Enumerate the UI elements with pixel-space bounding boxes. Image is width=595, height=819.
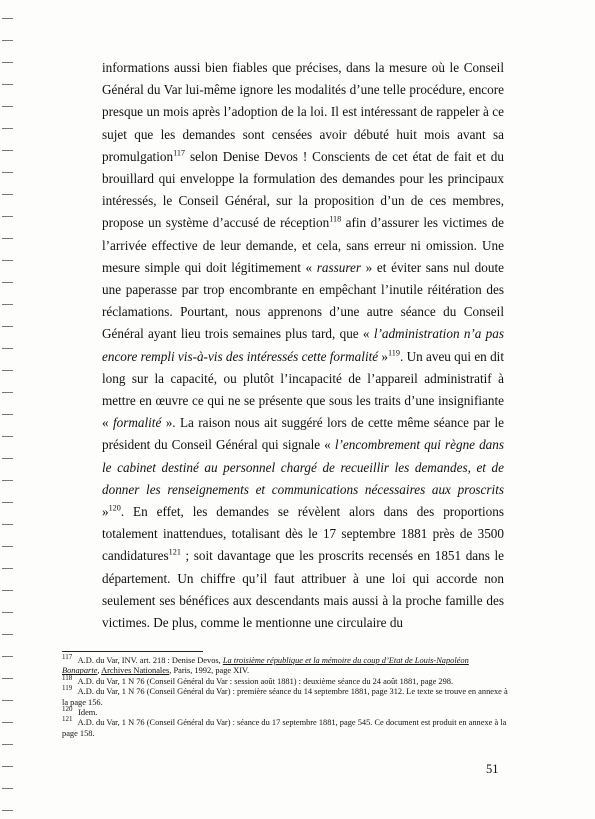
body-text-segment: . En effet, les demandes se révèlent alors dans des proportions totalement inattendues, totalisant dès le 17 septembre 1881 près de 3500 candidatures <box>102 504 504 564</box>
footnote-ref-121: 121 <box>168 548 181 558</box>
quote-encombrement: l’encombrement qui règne dans le cabinet destiné au personnel chargé de recueillir les demandes, et de donner les renseignements et communications nécessaires aux proscrits <box>102 437 504 497</box>
footnote-text: A.D. du Var, 1 N 76 (Conseil Général du Var) : séance du 17 septembre 1881, page 545. Ce document est produit en annexe à la page 158. <box>62 718 507 738</box>
body-text-segment: » <box>378 348 389 364</box>
main-paragraph <box>102 57 504 634</box>
footnote-separator <box>62 651 203 652</box>
body-text-segment: » <box>102 504 109 520</box>
footnote-book-title: La troisième république et la mémoire du coup d’Etat de Louis-Napoléon Bonaparte <box>62 656 469 676</box>
body-text-segment: . Un aveu qui en dit long sur la capacité, ou plutôt l’incapacité de l’appareil administratif à mettre en œuvre ce qui ne se présente que sous les traits d’une insignifiante « <box>102 348 504 431</box>
body-text-segment: ». La raison nous ait suggéré lors de cette même séance par le président du Conseil Général qui signale « <box>102 415 505 453</box>
body-text-segment: » et éviter sans nul doute une paperasse par trop encombrante en empêchant l’inutile réitération des réclamations. Pourtant, nous apprenons d’une autre séance du Conseil Général ayant lieu trois semaines plus tard, que « <box>102 259 504 342</box>
body-text-segment: selon Denise Devos ! Conscients de cet état de fait et du brouillard qui enveloppe la formulation des demandes pour les principaux intéressés, le Conseil Général, sur la proposition d’un de ces membres, propose un système d’accusé de réception <box>102 148 504 231</box>
footnote-ref-120: 120 <box>108 503 121 513</box>
body-text-segment: informations aussi bien fiables que précises, dans la mesure où le Conseil Général du Var lui-même ignore les modalités d’une telle procédure, encore presque un mois après l’adoption de la loi. Il est intéressant de rappeler à ce sujet que les demandes sont censées avoir débuté huit mois avant sa promulgation <box>102 60 504 164</box>
quote-administration: l’administration n’a pas encore rempli vis-à-vis des intéressés cette formalité <box>102 326 504 364</box>
footnote-archives: Archives Nationales <box>101 666 170 676</box>
footnote-text: A.D. du Var, INV. art. 218 : Denise Devos, <box>76 656 223 665</box>
footnote-118 <box>62 674 508 687</box>
footnote-number: 121 <box>62 715 73 724</box>
footnote-119 <box>62 684 508 708</box>
footnote-text: A.D. du Var, 1 N 76 (Conseil Général du Var) : première séance du 14 septembre 1881, page 312. Le texte se trouve en annexe à la page 156. <box>62 687 508 707</box>
footnote-121 <box>62 715 508 739</box>
footnote-text: , <box>97 666 102 676</box>
footnote-ref-117: 117 <box>173 148 186 158</box>
footnote-number: 118 <box>62 674 73 683</box>
footnote-number: 119 <box>62 684 73 693</box>
footnote-number: 120 <box>62 705 73 714</box>
body-text-segment: ; soit davantage que les proscrits recensés en 1851 dans le département. Un chiffre qu’il faut attribuer à une loi qui accorde non seulement ses bénéfices aux descendants mais aussi à la proche famille des victimes. De plus, comme le mentionne une circulaire du <box>102 548 504 631</box>
footnotes <box>62 653 508 739</box>
page-number: 51 <box>486 762 499 776</box>
footnote-ref-118: 118 <box>329 215 342 225</box>
footnote-text: A.D. du Var, 1 N 76 (Conseil Général du Var : session août 1881) : deuxième séance du 24 août 1881, page 298. <box>76 676 454 686</box>
footnote-120 <box>62 705 508 718</box>
body-text-segment: afin d’assurer les victimes de l’arrivée effective de leur demande, et cela, sans erreur ni omission. Une mesure simple qui doit légitimement « <box>102 215 504 275</box>
quote-rassurer: rassurer <box>316 259 361 275</box>
footnote-text: Idem. <box>76 708 98 718</box>
footnote-ref-119: 119 <box>388 348 400 358</box>
footnote-117 <box>62 653 508 677</box>
footnote-number: 117 <box>62 653 73 662</box>
footnote-text: , Paris, 1992, page XIV. <box>169 666 250 676</box>
quote-formalite: formalité <box>112 415 162 431</box>
binding-marks <box>0 0 18 819</box>
